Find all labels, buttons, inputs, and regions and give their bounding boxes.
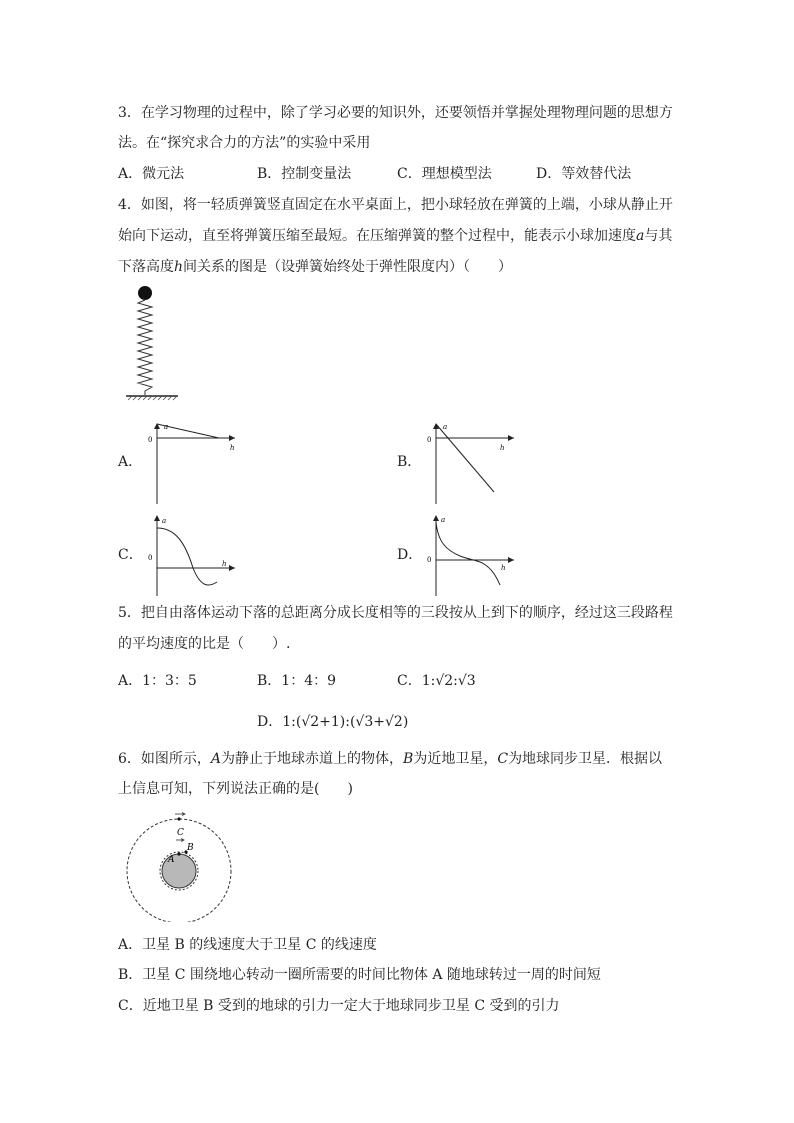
q4-line2-end: 与其 — [644, 228, 673, 244]
label-c: C — [177, 828, 184, 838]
q3-option-d: D．等效替代法 — [536, 166, 632, 182]
graph-d-curve — [436, 522, 500, 585]
q4-var-h: h — [174, 259, 184, 275]
q4-option-b-label: B． — [397, 454, 422, 470]
q4-line3-end: 间关系的图是（设弹簧始终处于弹性限度内）（ ） — [183, 259, 513, 275]
q6-text-line2: 上信息可知，下列说法正确的是( ) — [118, 781, 353, 797]
q6-line1-part0: 6．如图所示， — [118, 751, 211, 767]
object-a — [177, 852, 180, 855]
q6-text-line1 — [118, 749, 662, 769]
q6-line1-part2: 为静止于地球赤道上的物体， — [221, 751, 404, 767]
q5-text-line2: 的平均速度的比是（ ）. — [118, 636, 291, 652]
q5-option-b: B．1：4：9 — [257, 673, 337, 689]
q5-option-d-label: D． — [257, 714, 283, 730]
q4-text-line3 — [118, 257, 512, 277]
q4-line3-start: 下落高度 — [118, 259, 174, 275]
q3-text-line2: 法。在“探究求合力的方法”的实验中采用 — [118, 135, 371, 151]
label-b: B — [187, 843, 194, 853]
orbit-diagram — [124, 810, 236, 922]
spring-ball-figure — [118, 282, 180, 402]
q4-text-line1: 4．如图，将一轻质弹簧竖直固定在水平桌面上，把小球轻放在弹簧的上端，小球从静止开 — [118, 197, 673, 213]
graph-b-h-label: h — [500, 444, 505, 452]
q6-var-c: C — [497, 751, 509, 767]
q5-option-d — [257, 712, 408, 732]
graph-d — [424, 512, 524, 598]
graph-b-a-label: a — [443, 423, 448, 431]
q3-text-line1: 3．在学习物理的过程中，除了学习必要的知识外，还要领悟并掌握处理物理问题的思想方 — [118, 105, 673, 121]
q5-option-c-expr: 1:√2:√3 — [421, 673, 476, 689]
q4-option-a-label: A． — [118, 454, 143, 470]
ball — [138, 286, 152, 300]
graph-b — [424, 420, 524, 506]
graph-a — [145, 420, 245, 506]
graph-c — [145, 512, 245, 598]
graph-a-zero: 0 — [148, 436, 153, 444]
q6-option-a: A．卫星 B 的线速度大于卫星 C 的线速度 — [118, 937, 377, 953]
graph-d-a-label: a — [441, 516, 446, 524]
graph-d-h-label: h — [501, 564, 506, 572]
graph-c-a-label: a — [162, 517, 167, 525]
graph-c-curve — [157, 528, 217, 585]
graph-d-zero: 0 — [427, 556, 432, 564]
q6-line1-part4: 为近地卫星， — [413, 751, 498, 767]
graph-b-curve — [436, 424, 494, 492]
q5-option-d-expr: 1:(√2+1):(√3+√2) — [282, 714, 409, 730]
satellite-c — [177, 817, 180, 820]
graph-a-h-label: h — [230, 444, 235, 452]
q6-var-a: A — [210, 751, 222, 767]
q4-text-line2 — [118, 226, 672, 246]
q3-option-a: A．微元法 — [118, 166, 185, 182]
q6-option-c: C．近地卫星 B 受到的地球的引力一定大于地球同步卫星 C 受到的引力 — [118, 998, 560, 1014]
graph-c-zero: 0 — [148, 554, 153, 562]
q4-option-d-label: D． — [397, 547, 423, 563]
graph-b-zero: 0 — [427, 436, 432, 444]
q5-option-a: A．1：3：5 — [118, 673, 197, 689]
q6-var-b: B — [403, 751, 414, 767]
q3-option-b: B．控制变量法 — [257, 166, 352, 182]
spring — [138, 300, 152, 395]
q5-option-c — [397, 671, 476, 691]
q6-line1-part6: 为地球同步卫星．根据以 — [508, 751, 663, 767]
q4-line2-main: 始向下运动，直至将弹簧压缩至最短。在压缩弹簧的整个过程中，能表示小球加速度 — [118, 228, 636, 244]
graph-c-h-label: h — [222, 560, 227, 568]
label-a: A — [168, 855, 175, 865]
q4-var-a: a — [636, 228, 645, 244]
q3-option-c: C．理想模型法 — [397, 166, 492, 182]
q6-option-b: B．卫星 C 围绕地心转动一圈所需要的时间比物体 A 随地球转过一周的时间短 — [118, 967, 601, 983]
q5-option-c-label: C． — [397, 673, 422, 689]
graph-a-a-label: a — [164, 423, 169, 431]
q4-option-c-label: C． — [118, 547, 143, 563]
q5-text-line1: 5．把自由落体运动下落的总距离分成长度相等的三段按从上到下的顺序，经过这三段路程 — [118, 605, 673, 621]
